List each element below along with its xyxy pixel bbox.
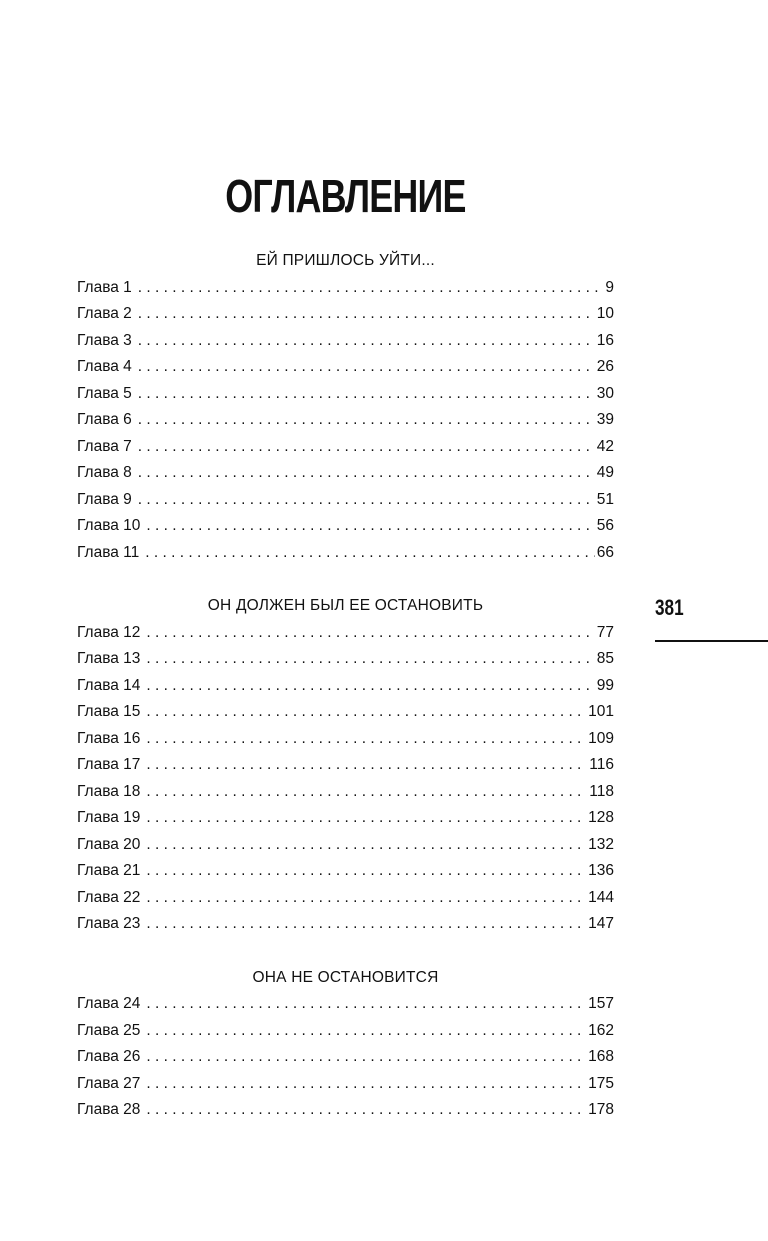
- dot-leader: [146, 513, 594, 540]
- toc-entry[interactable]: [77, 540, 614, 567]
- toc-entry[interactable]: [77, 805, 614, 832]
- chapter-page-number: 99: [596, 676, 614, 694]
- section-heading: ОН ДОЛЖЕН БЫЛ ЕЕ ОСТАНОВИТЬ: [207, 597, 484, 614]
- dot-leader: [146, 885, 586, 912]
- toc-section: [77, 248, 614, 566]
- chapter-label: Глава 8: [77, 464, 132, 481]
- toc-entry[interactable]: [77, 1071, 614, 1098]
- dot-leader: [146, 646, 594, 673]
- chapter-page-number: 116: [589, 756, 614, 773]
- toc-entry[interactable]: [77, 620, 614, 647]
- dot-leader: [138, 407, 595, 434]
- chapter-label: Глава 17: [77, 756, 141, 773]
- toc-entry[interactable]: [77, 1018, 614, 1045]
- toc-entry[interactable]: [77, 779, 614, 806]
- chapter-label: Глава 24: [77, 995, 141, 1012]
- chapter-page-number: 39: [596, 411, 614, 428]
- dot-leader: [146, 779, 587, 806]
- chapter-page-number: 132: [588, 835, 614, 853]
- chapter-label: Глава 3: [77, 331, 132, 349]
- chapter-page-number: 144: [588, 888, 614, 906]
- table-of-contents: [77, 248, 614, 1124]
- dot-leader: [138, 354, 595, 381]
- dot-leader: [138, 460, 595, 487]
- chapter-page-number: 16: [596, 331, 614, 349]
- chapter-page-number: 10: [596, 305, 614, 322]
- chapter-label: Глава 18: [77, 782, 141, 800]
- chapter-label: Глава 16: [77, 729, 141, 747]
- chapter-page-number: 157: [588, 995, 614, 1012]
- toc-entry[interactable]: [77, 1097, 614, 1124]
- toc-entry[interactable]: [77, 726, 614, 753]
- chapter-page-number: 56: [596, 517, 614, 534]
- chapter-label: Глава 11: [77, 543, 140, 561]
- toc-entry[interactable]: [77, 328, 614, 355]
- toc-entry[interactable]: [77, 832, 614, 859]
- chapter-label: Глава 1: [77, 278, 132, 296]
- toc-entry[interactable]: [77, 752, 614, 779]
- dot-leader: [146, 832, 586, 859]
- chapter-page-number: 178: [588, 1101, 614, 1118]
- chapter-page-number: 49: [596, 464, 614, 481]
- toc-entry[interactable]: [77, 487, 614, 514]
- dot-leader: [146, 726, 586, 753]
- chapter-label: Глава 27: [77, 1074, 141, 1092]
- toc-entry[interactable]: [77, 858, 614, 885]
- chapter-page-number: 51: [596, 490, 614, 508]
- toc-entry[interactable]: [77, 991, 614, 1018]
- chapter-label: Глава 25: [77, 1021, 141, 1039]
- dot-leader: [145, 540, 594, 567]
- chapter-label: Глава 7: [77, 437, 132, 455]
- dot-leader: [138, 328, 595, 355]
- chapter-page-number: 162: [588, 1021, 614, 1039]
- dot-leader: [146, 1018, 586, 1045]
- chapter-label: Глава 23: [77, 915, 141, 932]
- chapter-page-number: 118: [589, 782, 614, 800]
- page-number: 381: [655, 595, 684, 620]
- chapter-page-number: 101: [588, 703, 614, 720]
- dot-leader: [138, 381, 595, 408]
- chapter-page-number: 9: [605, 278, 614, 296]
- dot-leader: [146, 858, 586, 885]
- dot-leader: [146, 699, 586, 726]
- chapter-label: Глава 21: [77, 862, 141, 879]
- toc-entry[interactable]: [77, 407, 614, 434]
- toc-entry[interactable]: [77, 646, 614, 673]
- dot-leader: [146, 805, 586, 832]
- toc-entry[interactable]: [77, 434, 614, 461]
- chapter-label: Глава 20: [77, 835, 141, 853]
- toc-entry[interactable]: [77, 513, 614, 540]
- chapter-label: Глава 2: [77, 305, 132, 322]
- section-heading: ЕЙ ПРИШЛОСЬ УЙТИ...: [256, 252, 435, 269]
- dot-leader: [146, 1097, 586, 1124]
- chapter-label: Глава 9: [77, 490, 132, 508]
- chapter-label: Глава 28: [77, 1101, 141, 1118]
- dot-leader: [146, 673, 594, 700]
- chapter-label: Глава 14: [77, 676, 141, 694]
- dot-leader: [138, 275, 604, 302]
- dot-leader: [138, 487, 595, 514]
- chapter-label: Глава 15: [77, 703, 141, 720]
- chapter-label: Глава 26: [77, 1048, 141, 1065]
- dot-leader: [146, 620, 594, 647]
- toc-entry[interactable]: [77, 699, 614, 726]
- chapter-label: Глава 4: [77, 358, 132, 375]
- toc-section: [77, 593, 614, 938]
- page-title: ОГЛАВЛЕНИЕ: [225, 170, 466, 222]
- dot-leader: [138, 301, 595, 328]
- chapter-page-number: 42: [596, 437, 614, 455]
- chapter-page-number: 85: [596, 650, 614, 667]
- chapter-page-number: 147: [588, 915, 614, 932]
- toc-entry[interactable]: [77, 673, 614, 700]
- dot-leader: [146, 991, 586, 1018]
- chapter-page-number: 136: [588, 862, 614, 879]
- chapter-page-number: 66: [596, 543, 614, 561]
- chapter-page-number: 128: [588, 809, 614, 826]
- chapter-page-number: 168: [588, 1048, 614, 1065]
- chapter-label: Глава 13: [77, 650, 141, 667]
- dot-leader: [146, 752, 587, 779]
- dot-leader: [146, 1071, 586, 1098]
- page-number-rule: [655, 640, 768, 642]
- toc-entry[interactable]: [77, 911, 614, 938]
- chapter-label: Глава 12: [77, 623, 141, 641]
- toc-entry[interactable]: [77, 381, 614, 408]
- chapter-page-number: 109: [588, 729, 614, 747]
- chapter-page-number: 26: [596, 358, 614, 375]
- toc-entry[interactable]: [77, 275, 614, 302]
- chapter-page-number: 77: [596, 623, 614, 641]
- chapter-label: Глава 19: [77, 809, 141, 826]
- toc-entry[interactable]: [77, 354, 614, 381]
- toc-entry[interactable]: [77, 301, 614, 328]
- dot-leader: [146, 911, 586, 938]
- section-heading: ОНА НЕ ОСТАНОВИТСЯ: [252, 968, 439, 986]
- chapter-page-number: 175: [588, 1074, 614, 1092]
- chapter-label: Глава 22: [77, 888, 141, 906]
- toc-entry[interactable]: [77, 885, 614, 912]
- toc-entry[interactable]: [77, 460, 614, 487]
- chapter-label: Глава 10: [77, 517, 141, 534]
- chapter-label: Глава 6: [77, 411, 132, 428]
- toc-entry[interactable]: [77, 1044, 614, 1071]
- dot-leader: [146, 1044, 586, 1071]
- toc-section: [77, 965, 614, 1124]
- dot-leader: [138, 434, 595, 461]
- chapter-page-number: 30: [596, 384, 614, 402]
- chapter-label: Глава 5: [77, 384, 132, 402]
